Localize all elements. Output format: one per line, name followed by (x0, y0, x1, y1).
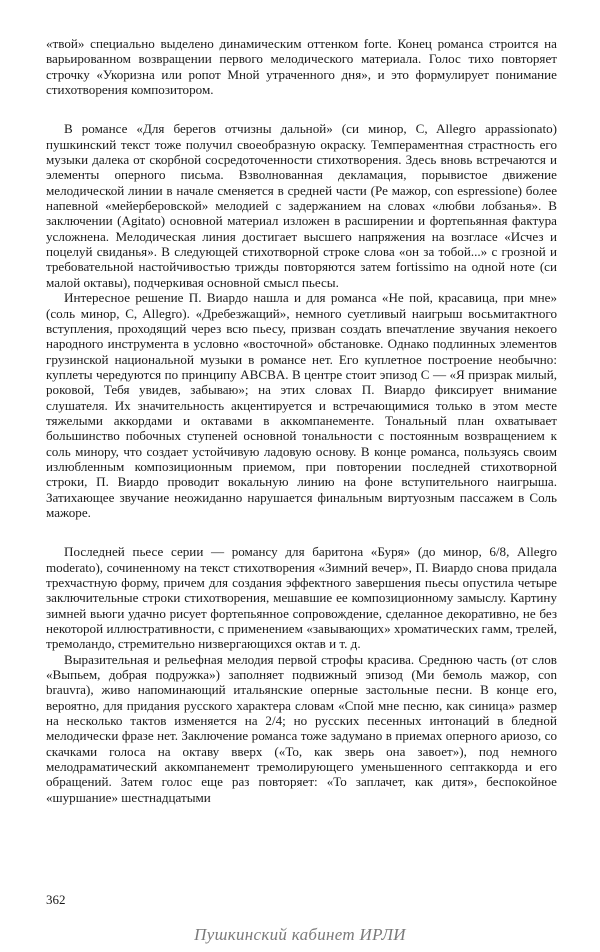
document-body (46, 36, 557, 805)
section-gap (46, 520, 557, 544)
watermark: Пушкинский кабинет ИРЛИ (194, 925, 406, 944)
paragraph-3: Интересное решение П. Виардо нашла и для романса «Не пой, красавица, при мне» (соль минор, C, Allegro). «Дребезжащий», немного суетливый наигрыш восьмитактного вступления, проходящий через всю пьесу, призван создать впечатление звучания некоего народного инструмента в условно «восточной» обстановке. Однако подлинных элементов грузинской национальной музыки в романсе нет. Его куплетное построение необычно: куплеты чередуются по принципу ABCBA. В центре стоит эпизод C — «Я призрак милый, роковой, Тебя увидев, забываю»; на этих словах П. Виардо фиксирует внимание слушателя. Их значительность акцентируется и встречающимися только в этом месте тяжелыми аккордами и октавами в аккомпанементе. Тональный план охватывает большинство побочных ступеней основной тональности с постоянным возвращением к соль минору, что создает устойчивую ладовую основу. В конце романса, пользуясь своим излюбленным композиционным приемом, при повторении последней стихотворной строки, П. Виардо проводит вокальную линию на фоне вступительного наигрыша. Затихающее звучание неожиданно нарушается финальным виртуозным пассажем в Соль мажоре. (46, 290, 557, 520)
paragraph-1: «твой» специально выделено динамическим оттенком forte. Конец романса строится на варьированном возвращении первого мелодического материала. Голос тихо повторяет строчку «Укоризна или ропот Мной утраченного дня», и это формулирует понимание стихотворения композитором. (46, 36, 557, 98)
paragraph-2: В романсе «Для берегов отчизны дальной» (си минор, C, Allegro appassionato) пушкинский текст тоже получил своеобразную окраску. Темпераментная страстность его музыки далека от скорбной сосредоточенности стихотворения. Здесь вновь встречаются и элементы оперного письма. Взволнованная декламация, порывистое движение мелодической линии в начале сменяется в средней части (Ре мажор, con espressione) более напевной «мейерберовской» мелодией с задержанием на словах «любви лобзанья». В заключении (Agitato) основной материал изложен в расширении и фортепьянная фактура усложнена. Мелодическая линия достигает высшего напряжения на возгласе «Исчез и поцелуй свиданья». В следующей стихотворной строке слова «он за тобой...» с грозной и требовательной настойчивостью трижды повторяются затем fortissimo на одной ноте (си малой октавы), подчеркивая основной смысл пьесы. (46, 121, 557, 290)
page-number: 362 (46, 892, 66, 907)
section-gap (46, 97, 557, 121)
paragraph-5: Выразительная и рельефная мелодия первой строфы красива. Среднюю часть (от слов «Выпьем, добрая подружка») заполняет подвижный эпизод (Ми бемоль мажор, con brauvra), живо напоминающий итальянские оперные застольные песни. В конце его, вероятно, для придания русского характера словам «Спой мне песню, как синица» размер на несколько тактов изменяется на 2/4; но русских песенных интонаций в бледной мелодически фразе нет. Заключение романса тоже задумано в приемах оперного ариозо, со скачками голоса на октаву вверх («То, как зверь она завоет»), под немного мелодраматический аккомпанемент тремолирующего уменьшенного септаккорда и его обращений. Затем голос еще раз повторяет: «То заплачет, как дитя», беспокойное «шуршание» шестнадцатыми (46, 651, 557, 805)
paragraph-4: Последней пьесе серии — романсу для баритона «Буря» (до минор, 6/8, Allegro moderato), сочиненному на текст стихотворения «Зимний вечер», П. Виардо снова придала трехчастную форму, причем для создания эффектного завершения пьесы опустила четыре заключительные строки стихотворения, мешавшие ее композиционному замыслу. Картину зимней вьюги удачно рисует фортепьянное сопровождение, сделанное декоративно, не без некоторой иллюстративности, с применением «завывающих» хроматических гамм, трелей, тремоландо, стремительно низвергающихся октав и т. д. (46, 544, 557, 652)
